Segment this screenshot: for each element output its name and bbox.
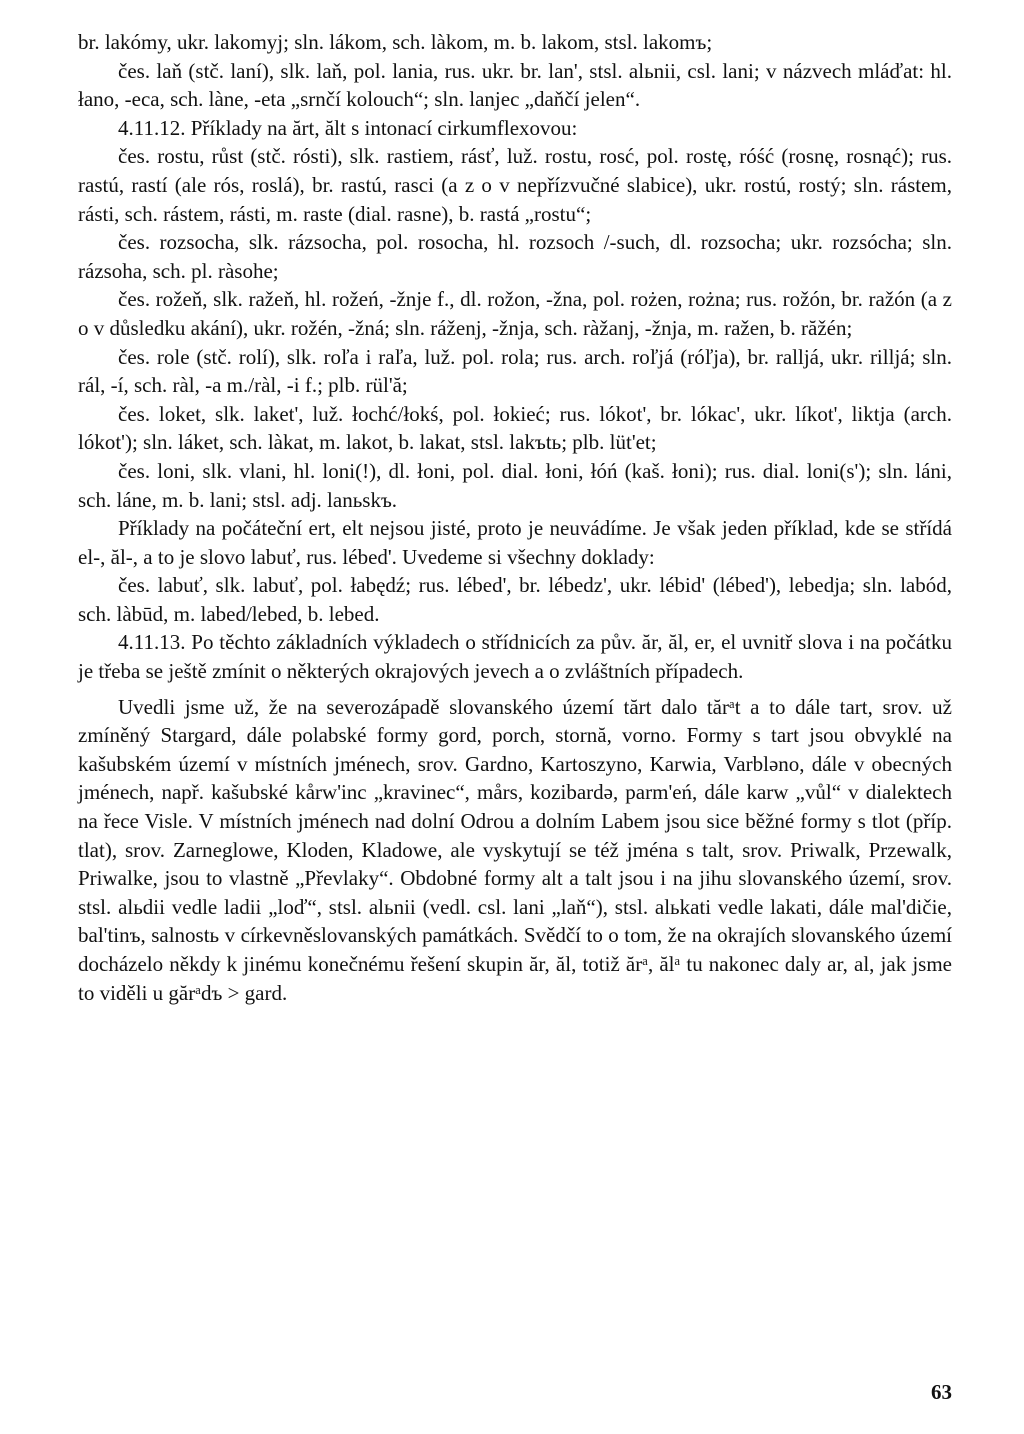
paragraph: čes. rozsocha, slk. rázsocha, pol. rosocha, hl. rozsoch /-such, dl. rozsocha; ukr. rozsócha; sln. rázsoha, sch. pl. ràsohe; [78, 230, 952, 283]
paragraph: br. lakómy, ukr. lakomyj; sln. lákom, sch. làkom, m. b. lakom, stsl. lakomъ; [78, 30, 713, 54]
paragraph: čes. rožeň, slk. ražeň, hl. rožeń, -žnje f., dl. rožon, -žna, pol. rożen, rożna; rus. rožón, br. ražón (a z o v důsledku akání), ukr. rožén, -žná; sln. ráženj, -žnja, sch. ràžanj, -žnja, m. ražen, b. răžén; [78, 287, 952, 340]
paragraph: čes. laň (stč. laní), slk. laň, pol. lania, rus. ukr. br. lan', stsl. alьnii, csl. lani; v názvech mláďat: hl. łano, -eca, sch. làne, -eta „srnčí kolouch“; sln. lanjec „daňčí jelen“. [78, 58, 952, 112]
page-number: 63 [931, 1380, 952, 1404]
section-4-11-13: 4.11.13. Po těchto základních výkladech o střídnicích za pův. ăr, ăl, er, el uvnitř slova i na počátku je třeba se ještě zmínit o některých okrajových jevech a o zvláštních případech. [78, 630, 952, 684]
paragraph: Příklady na počáteční ert, elt nejsou jisté, proto je neuvádíme. Je však jeden příklad, kde se střídá el-, ăl-, a to je slovo labuť, rus. lébed'. Uvedeme si všechny doklady: [78, 516, 952, 569]
paragraph: čes. labuť, slk. labuť, pol. łabędź; rus. lébed', br. lébedz', ukr. lébid' (lébed'), lebedja; sln. labód, sch. làbūd, m. labed/lebed, b. lebed. [78, 573, 952, 626]
section-heading-4-11-12: 4.11.12. Příklady na ărt, ălt s intonací cirkumflexovou: [118, 115, 578, 140]
paragraph: čes. rostu, růst (stč. rósti), slk. rastiem, rásť, luž. rostu, rosć, pol. rostę, róść (rosnę, rosnąć); rus. rastú, rastí (ale rós, roslá), br. rastú, rasci (a z o v nepřízvučné slabice), ukr. rostú, rostý; sln. rástem, rásti, sch. rástem, rásti, m. raste (dial. rasne), b. rastá „rostu“; [78, 144, 952, 226]
paragraph: čes. loket, slk. laket', luž. łochć/łokś, pol. łokieć; rus. lókot', br. lókac', ukr. líkot', liktja (arch. lókot'); sln. láket, sch. làkat, m. lakot, b. lakat, stsl. lakъtь; plb. lüt'et; [78, 401, 952, 455]
paragraph: čes. loni, slk. vlani, hl. loni(!), dl. łoni, pol. dial. łoni, łóń (kaš. łoni); rus. dial. loni(s'); sln. láni, sch. láne, m. b. lani; stsl. adj. lanьskъ. [78, 458, 952, 512]
paragraph: Uvedli jsme už, že na severozápadě slovanského území tărt dalo tărᵃt a to dále tart, srov. už zmíněný Stargard, dále polabské formy gord, porch, stornă, vorno. Formy s tart jsou obvyklé na kašubském území v místních jménech, srov. Gardno, Kartoszyno, Karwia, Varbləno, dále v obecných jménech, např. kašubské kårw'inc „kravinec“, mårs, kozibardə, parm'eń, dále karw „vůl“ v dialektech na řece Visle. V místních jménech nad dolní Odrou a dolním Labem jsou sice běžné formy s tlot (příp. tlat), srov. Zarneglowe, Kloden, Kladowe, ale vyskytují se též jména s talt, srov. Priwalk, Przewalk, Priwalke, jsou to vlastně „Převlaky“. Obdobné formy alt a talt jsou i na jihu slovanského území, srov. stsl. alьdii vedle ladii „loď“, stsl. alьnii (vedl. csl. lani „laň“), stsl. alьkati vedle lakati, dále mal'dičie, bal'tinъ, salnostь v církevněslovanských památkách. Svědčí to o tom, že na okrajích slovanského území docházelo někdy k jinému konečnému řešení skupin ăr, ăl, totiž ărᵃ, ălᵃ tu nakonec daly ar, al, jak jsme to viděli u gărᵃdъ > gard. [78, 694, 952, 1005]
paragraph: čes. role (stč. rolí), slk. roľa i raľa, luž. pol. rola; rus. arch. roľjá (róľja), br. ralljá, ukr. rilljá; sln. rál, -í, sch. ràl, -a m./ràl, -i f.; plb. rül'ă; [78, 344, 952, 398]
